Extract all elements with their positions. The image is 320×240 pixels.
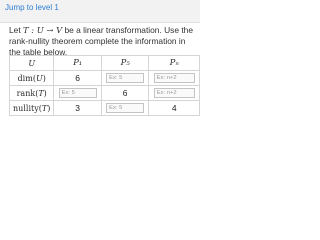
answer-input-dim-p5[interactable]: Ex: 5 (106, 73, 144, 83)
row-label-rank: rank(T) (10, 86, 54, 101)
header-p5: P₅ (101, 56, 149, 71)
question-prompt (9, 25, 195, 58)
answer-input-rank-pn[interactable]: Ex: n+2 (154, 88, 195, 98)
row-label-dim: dim(U) (10, 71, 54, 86)
answer-input-rank-p1[interactable]: Ex: 5 (59, 88, 97, 98)
prompt-text-start: Let (9, 25, 23, 35)
cell-dim-p5 (101, 71, 149, 86)
answer-input-nullity-p5[interactable]: Ex: 5 (106, 103, 144, 113)
jump-to-level-link[interactable]: Jump to level 1 (5, 3, 59, 12)
cell-rank-p5: 6 (101, 86, 149, 101)
rank-nullity-table (9, 55, 200, 116)
cell-rank-pn (149, 86, 200, 101)
transformation-expression: T : U → V (22, 25, 63, 35)
prompt-text-end: be a linear transformation. Use the rank-nullity theorem complete the information in the table below. (9, 25, 193, 57)
header-pn: Pₙ (149, 56, 200, 71)
table-row-dim (10, 71, 200, 86)
cell-nullity-p5 (101, 101, 149, 116)
header-p1: P₁ (54, 56, 102, 71)
cell-nullity-p1: 3 (54, 101, 102, 116)
cell-rank-p1 (54, 86, 102, 101)
table-header-row (10, 56, 200, 71)
cell-dim-p1: 6 (54, 71, 102, 86)
header-space-u: U (10, 56, 54, 71)
row-label-nullity: nullity(T) (10, 101, 54, 116)
table-row-nullity (10, 101, 200, 116)
cell-dim-pn (149, 71, 200, 86)
cell-nullity-pn: 4 (149, 101, 200, 116)
answer-input-dim-pn[interactable]: Ex: n+2 (154, 73, 195, 83)
table-row-rank (10, 86, 200, 101)
top-bar (0, 0, 200, 23)
